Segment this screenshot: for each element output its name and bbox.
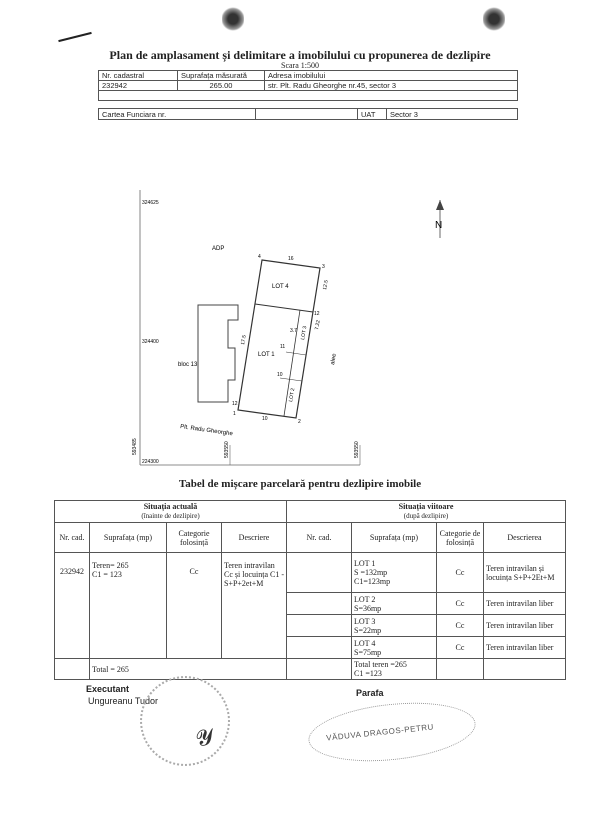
- lot-divider-small: [280, 378, 302, 381]
- col-suprafata: Suprafața (mp): [90, 523, 167, 553]
- point-3: 3: [322, 264, 325, 270]
- north-arrow-icon: [436, 200, 444, 210]
- nr-cadastral-header: Nr. cadastral: [99, 71, 178, 81]
- actual-descriere: Teren intravilan Cc și locuința C1 - S+P+2et+M: [222, 553, 287, 659]
- binder-hole-right: [483, 6, 505, 32]
- actual-suprafata: Teren= 265 C1 = 123: [90, 553, 167, 659]
- future-sub-text: (după dezlipire): [403, 512, 449, 520]
- point-10: 10: [277, 372, 283, 378]
- col-future-descriere: Descrierea: [484, 523, 566, 553]
- coord-x1: 593485: [132, 438, 138, 455]
- coord-y1: 324625: [142, 200, 159, 206]
- dim-side3: 3.7: [290, 328, 297, 334]
- lot-divider-small: [286, 352, 306, 355]
- executant-name: Ungureanu Tudor: [88, 696, 159, 706]
- carte-funciara-label: Cartea Funciara nr.: [99, 109, 256, 120]
- coord-x3: 593550: [354, 441, 360, 458]
- executant-label: Executant: [86, 684, 130, 694]
- total-future-empty: [287, 659, 352, 680]
- suprafata-header: Suprafața măsurată: [178, 71, 265, 81]
- future-suprafata-1: LOT 1 S =132mp C1=123mp: [352, 553, 437, 593]
- nr-cadastral-value: 232942: [99, 81, 178, 91]
- col-future-nr-cad: Nr. cad.: [287, 523, 352, 553]
- coord-bottom: 224300: [142, 459, 159, 465]
- future-nr-cad-3: [287, 615, 352, 637]
- col-future-categorie: Categorie de folosință: [437, 523, 484, 553]
- future-situation-header: [287, 501, 566, 523]
- cadastral-info-table: [98, 70, 518, 101]
- future-suprafata-4: LOT 4 S=75mp: [352, 637, 437, 659]
- point-1: 1: [233, 411, 236, 417]
- bloc-13-outline: [198, 305, 238, 402]
- future-suprafata-2: LOT 2 S=36mp: [352, 593, 437, 615]
- dim-side2: 7.22: [314, 319, 322, 331]
- future-nr-cad-4: [287, 637, 352, 659]
- point-11: 11: [280, 344, 286, 350]
- dim-left-main: 17.5: [240, 334, 248, 346]
- point-2: 2: [298, 419, 301, 425]
- future-categorie-2: Cc: [437, 593, 484, 615]
- point-4: 4: [258, 254, 261, 260]
- future-suprafata-3: LOT 3 S=22mp: [352, 615, 437, 637]
- total-future-empty-2: [437, 659, 484, 680]
- parcel-movement-table: [54, 500, 566, 680]
- actual-nr-cad: 232942: [55, 553, 90, 659]
- lot-1-label: LOT 1: [258, 352, 275, 358]
- coord-x2: 593550: [224, 441, 230, 458]
- future-header-text: Situația viitoare: [398, 502, 454, 511]
- actual-categorie: Cc: [167, 553, 222, 659]
- adresa-header: Adresa imobilului: [265, 71, 518, 81]
- site-plan-drawing: [120, 180, 480, 470]
- future-descriere-2: Teren intravilan liber: [484, 593, 566, 615]
- alee-label: alee: [330, 353, 338, 366]
- actual-situation-header: [55, 501, 287, 523]
- future-descriere-4: Teren intravilan liber: [484, 637, 566, 659]
- lot-2-label: LOT 2: [288, 387, 297, 403]
- future-descriere-3: Teren intravilan liber: [484, 615, 566, 637]
- executant-stamp: [140, 676, 230, 766]
- parafa-label: Parafa: [356, 688, 384, 698]
- coord-y2: 324400: [142, 339, 159, 345]
- col-future-suprafata: Suprafața (mp): [352, 523, 437, 553]
- scale-label: Scara 1:500: [281, 61, 319, 70]
- col-descriere: Descriere: [222, 523, 287, 553]
- empty-cf-cell: [256, 109, 358, 120]
- total-actual: Total = 265: [90, 659, 287, 680]
- lot-4-label: LOT 4: [272, 284, 289, 290]
- bloc-label: bloc 13: [178, 362, 198, 368]
- dim-top: 16: [288, 256, 294, 262]
- pen-mark: [58, 32, 91, 42]
- signature-mark: 𝓨: [193, 724, 216, 753]
- dim-bottom: 10: [262, 416, 268, 422]
- binder-hole-left: [222, 6, 244, 32]
- actual-header-text: Situația actuală: [143, 502, 198, 511]
- north-label: N: [435, 220, 443, 231]
- future-descriere-1: Teren intravilan și locuința S+P+2Et+M: [484, 553, 566, 593]
- adp-label: ADP: [212, 246, 225, 252]
- future-categorie-1: Cc: [437, 553, 484, 593]
- actual-sub-text: (înainte de dezlipire): [141, 512, 200, 520]
- future-categorie-4: Cc: [437, 637, 484, 659]
- dim-side1: 12.5: [322, 279, 330, 291]
- empty-row: [99, 91, 518, 101]
- street-label: Plt. Radu Gheorghe: [179, 424, 234, 438]
- adresa-value: str. Plt. Radu Gheorghe nr.45, sector 3: [265, 81, 518, 91]
- uat-label: UAT: [358, 109, 387, 120]
- col-nr-cad: Nr. cad.: [55, 523, 90, 553]
- lot-4-boundary: [255, 304, 313, 312]
- movement-table-title: Tabel de mișcare parcelară pentru dezlipire imobile: [178, 478, 422, 490]
- total-future: Total teren =265 C1 =123: [352, 659, 437, 680]
- dim-left-bottom: 12: [232, 401, 238, 407]
- uat-value: Sector 3: [387, 109, 518, 120]
- point-12: 12: [314, 311, 320, 317]
- document-title: Plan de amplasament și delimitare a imobilului cu propunerea de dezlipire: [109, 48, 491, 62]
- suprafata-value: 265.00: [178, 81, 265, 91]
- future-nr-cad-2: [287, 593, 352, 615]
- col-categorie: Categorie folosință: [167, 523, 222, 553]
- parafa-stamp-name: VĂDUVA DRAGOS-PETRU: [325, 722, 435, 743]
- carte-funciara-table: [98, 108, 518, 120]
- future-categorie-3: Cc: [437, 615, 484, 637]
- total-future-empty-3: [484, 659, 566, 680]
- total-empty: [55, 659, 90, 680]
- lot-3-label: LOT 3: [300, 325, 309, 341]
- future-nr-cad-1: [287, 553, 352, 593]
